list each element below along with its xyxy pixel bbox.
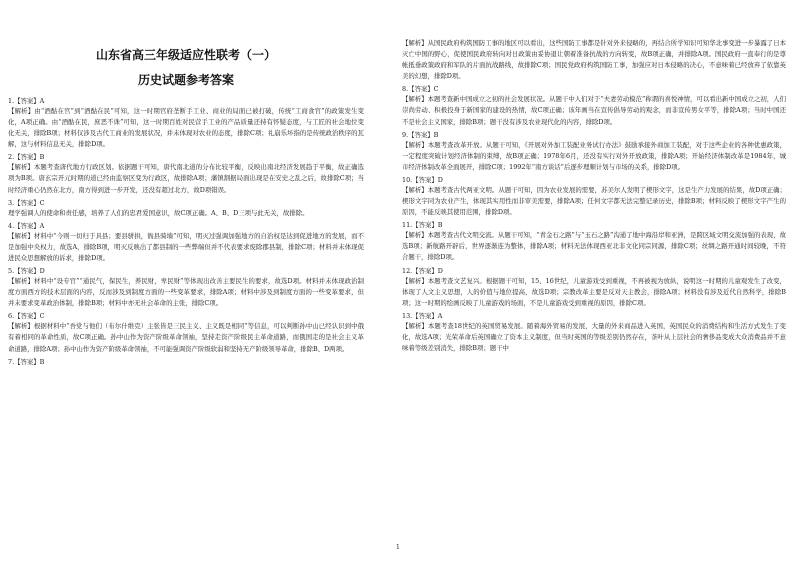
answer-line: 8.【答案】C xyxy=(402,85,439,94)
explanation-text: 【解析】从国民政府构筑国防工事的地区可以看出，这些国防工事都是针对外来侵略的，再结合所学知识可知华北事变进一步暴露了日本灭亡中国的野心，促使国民政府转向对日政策由妥协退让朝着准备抗战的方向转变，故B项正确，并排除A项。国民政府一直奉行的是尊帐抵垂政策政府和军队的片面抗战路线，故排除C项；国民党政府构筑国防工事，加强应对日本侵略的决心，不意味着已经放弃了依靠英美的幻想，排除D项。 xyxy=(402,39,786,81)
right-column xyxy=(402,38,786,356)
answer-line: 6.【答案】C xyxy=(8,312,45,321)
answer-item xyxy=(8,266,364,309)
answer-item xyxy=(8,357,364,367)
answer-line: 9.【答案】B xyxy=(402,130,439,139)
explanation-text: 【解析】本题考查新中国成立之初的社会发展状况。从题干中人们对于“夫妻劳动模范”称谓的喜悦神情，可以看出新中国成立之初，人们崇尚劳动、积极投身于新国家的建设的热情，故C项正确；该年画当在宣传倡导劳动的观念，而非宣传男女平等，排除A项；当时中国还不是社会主义国家，排除B项；题干没有涉及农业现代化的内容，排除D项。 xyxy=(402,95,786,126)
answer-line: 7.【答案】B xyxy=(8,357,45,366)
answer-item xyxy=(8,152,364,195)
answer-item xyxy=(8,96,364,150)
explanation-text: 【解析】本题考查古代两亚文明。从题干可知，因为农业发展的需要，苏美尔人发明了楔形文字，这是生产力发展的结果，故D项正确；楔形文字同为农业产生，体现其实用性而非审美需要，排除A项；任何文字都无法完整记录历史，排除B项；材料反映了楔形文字产生的原因，不能反映其使用范围，排除D项。 xyxy=(402,185,786,217)
answer-line: 12.【答案】D xyxy=(402,266,443,275)
explanation-text: 【解析】本题考查改革开放。从题干可知，《开展对外加工装配业务试行办法》鼓励承接外商加工装配，对于这些企业的各种优惠政策，一定程度突破计划经济体制的束缚，故B项正确；1978年6月，还没有实行对外开放政策，排除A项；开始经济体制改革是1984年，城市经济体制改革全面展开，排除C项；1992年“南方谈话”后逐步理顺计划与市场的关系，排除D项。 xyxy=(402,140,786,171)
answer-item xyxy=(8,221,364,264)
answer-line: 4.【答案】A xyxy=(8,221,45,230)
answer-item xyxy=(8,311,364,354)
answer-line: 10.【答案】D xyxy=(402,175,443,184)
answer-item xyxy=(402,38,786,82)
explanation-text: 理学强调人的使命和责任感，培养了人们的忠君爱国意识，故C项正确。A、B、D三项与此无关，故排除。 xyxy=(8,208,309,217)
answer-item xyxy=(8,198,364,219)
left-column xyxy=(8,36,364,367)
explanation-text: 【解析】本题考查古代文明交流。从题干可知，“青金石之路”与“玉石之路”沟通了地中海沿岸和亚洲，是跨区域文明交流加强的表现，故选B项；新航路开辟后，世界逐渐连为整体，排除A项；材料无法体现西亚北非文化同宗同源，排除C项；丝绸之路开通时间较晚，不符合题干，排除D项。 xyxy=(402,231,786,262)
answer-item xyxy=(402,84,786,127)
answer-line: 3.【答案】C xyxy=(8,198,45,207)
explanation-text: 【解析】本题考查唐代地方行政区划。依据题干可知，唐代南北道的分布比较平衡，反映出南北经济发展趋于平衡，故正确选项为B项。唐玄宗开元时期的道已经由监察区变为行政区，故排除A项；藩镇割据局面出现是在安史之乱之后，故排除C项；当时经济重心仍然在北方，南方得到进一步开发，还没有超过北方，故D项错误。 xyxy=(8,163,364,194)
explanation-text: 【解析】本题考查文艺复兴。根据题干可知，15、16世纪，儿童游戏受到重视，不再被视为放纵，说明这一时期的儿童观发生了改变，体现了人文主义思想，人的价值与地位提高，故选D项；宗教改革主要是反对天主教会，排除A项；材料没有涉及近代自然科学，排除B项；这一时期的绘画反映了儿童游戏的场面，不是儿童游戏受到重视的原因，排除C项。 xyxy=(402,276,786,307)
explanation-text: 【解析】本题考查18世纪的英国贸易发展。随着海外贸易的发展，大量的外来商品进入英国，英国民众的消费结构和生活方式发生了变化，故选A项；光荣革命后英国确立了资本主义制度，但当时英国的等级差别仍然存在，茶叶从上层社会的奢侈品变成大众消费品并不意味着等级差别消失，排除B项；题干中 xyxy=(402,321,786,352)
document-subtitle: 历史试题参考答案 xyxy=(137,73,234,87)
answer-line: 11.【答案】B xyxy=(402,221,443,230)
page-number: 1 xyxy=(396,544,400,551)
answer-item xyxy=(402,311,786,354)
explanation-text: 【解析】由“酒酤在官”到“酒酤在民”可知，这一时期官府垄断手工业、商业的局面已被打破，传统“工商食官”的政策发生变化，A项正确。由“酒酤在民，庶恶不诛”可知，这一时期百姓对民营手工业的产品质量还持有怀疑态度，与工匠的社会地位变化无关，排除B项；材料仅涉及古代工商业的发展状况，并未体现对农业的态度，排除C项；礼崩乐坏指的是传统政治秩序的瓦解，这与材料信息无关，排除D项。 xyxy=(8,107,364,149)
answer-line: 5.【答案】D xyxy=(8,267,45,276)
answer-line: 1.【答案】A xyxy=(8,97,45,105)
explanation-text: 【解析】根据材料中“吾党与他们（布尔什维克）主张皆是三民主义、主义既是相同”等信息，可以判断孙中山已经认识到中俄有着相同的革命性质，故C项正确。孙中山作为资产阶级革命领袖，坚持走资产阶级民主革命道路，而俄国走的是社会主义革命道路，排除A项；孙中山作为资产阶级革命领袖，不可能强调资产阶级软弱和坚持无产阶级领导革命，排除B、D两项。 xyxy=(8,322,364,353)
answer-item xyxy=(402,175,786,218)
answer-item xyxy=(402,130,786,173)
explanation-text: 【解析】材料中“设专官”“通民气，保民生，养民财，卑民财”等体现出改善主要民生的要求，故选D项。材料并未体现政治制度方面西方的技术层面的内容，反而涉及到制度方面的一些变革要求，排除A项；材料中涉及到制度方面的一些变革要求，但并未要求变革政治体制，排除B项；材料中亦无社会革命的主张，排除C项。 xyxy=(8,277,364,308)
answer-line: 13.【答案】A xyxy=(402,311,443,320)
answer-line: 2.【答案】B xyxy=(8,153,45,162)
explanation-text: 【解析】材料中“今则一切归于具县；要县骈拱，衙县骑墙”可知，明灭过强调加强地方的自治权是达到促进地方的发展，而不是加强中央权力，故选A，排除B项，明灭反映出了都县制的一些弊端但并不代表要求废除郡县制，排除C项；材料并未体现促进民众思想解放的诉求，排除D项。 xyxy=(8,231,364,262)
answer-item xyxy=(402,220,786,263)
document-title: 山东省高三年级适应性联考（一） xyxy=(95,48,276,62)
answer-item xyxy=(402,266,786,309)
